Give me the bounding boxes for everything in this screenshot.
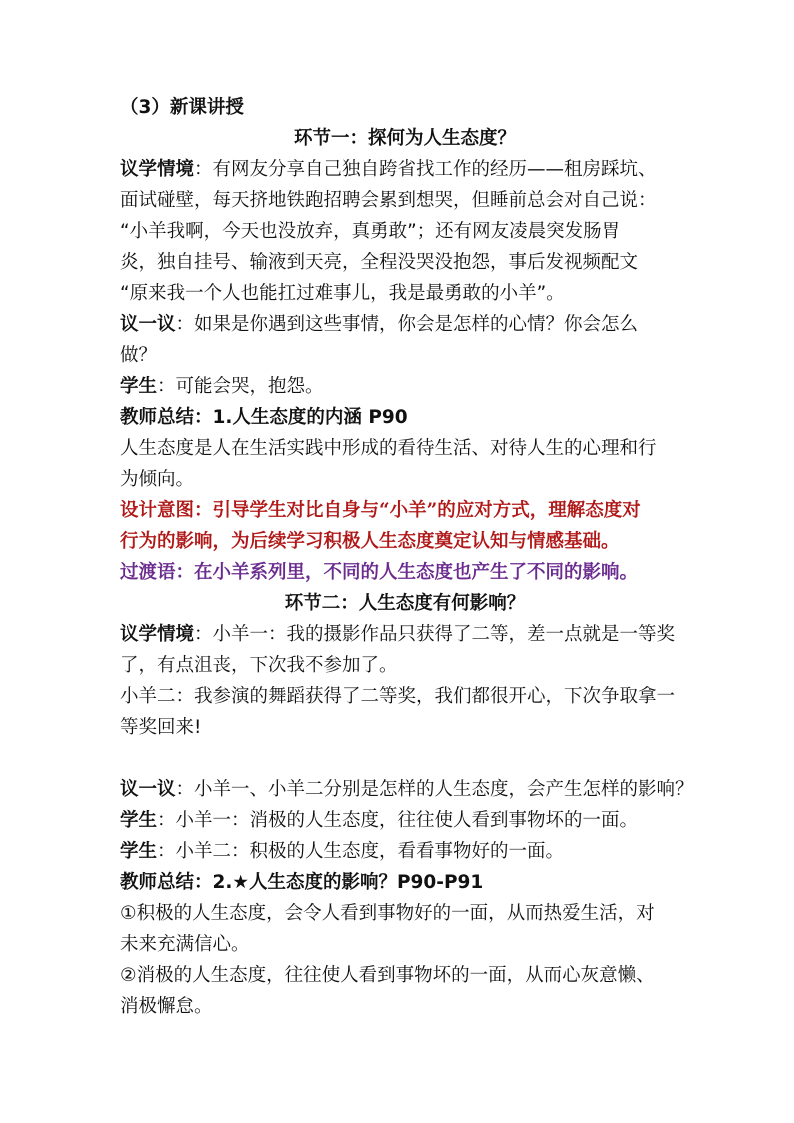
part2-student2-label: 学生 bbox=[120, 841, 158, 862]
part1-scenario-line-1 bbox=[120, 154, 690, 185]
part2-student1-text: ：小羊一：消极的人生态度，往往使人看到事物坏的一面。 bbox=[157, 810, 639, 831]
part1-scenario-line-5: “原来我一个人也能扛过难事儿，我是最勇敢的小羊”。 bbox=[120, 283, 565, 304]
part2-title: 环节二：人生态度有何影响？ bbox=[284, 593, 526, 614]
part2-summary-line bbox=[120, 867, 690, 898]
part2-student2-line bbox=[120, 836, 690, 867]
part1-definition-line-1: 人生态度是人在生活实践中形成的看待生活、对待人生的心理和行 bbox=[120, 438, 657, 459]
part1-student-text: ：可能会哭，抱怨。 bbox=[157, 376, 324, 397]
part1-scenario-line-3: “小羊我啊，今天也没放弃，真勇敢”；还有网友凌晨突发肠胃 bbox=[120, 221, 621, 242]
part2-discuss-label: 议一议 bbox=[120, 779, 176, 800]
part1-discuss-line-1 bbox=[120, 309, 690, 340]
part2-summary-text: ：2.★人生态度的影响？P90-P91 bbox=[194, 872, 484, 893]
part2-summary-label: 教师总结 bbox=[120, 872, 195, 893]
part1-student-line bbox=[120, 371, 690, 402]
part1-discuss-line-2: 做？ bbox=[120, 345, 158, 366]
part1-definition-line-2: 为倾向。 bbox=[120, 469, 195, 490]
part1-student-label: 学生 bbox=[120, 376, 158, 397]
part1-discuss-text-1: ：如果是你遇到这些事情，你会是怎样的心情？你会怎么 bbox=[175, 314, 639, 335]
part1-scenario-line-4: 炎，独自挂号、输液到天亮，全程没哭没抱怨，事后发视频配文 bbox=[120, 252, 639, 273]
part2-point2-line-1: ②消极的人生态度，往往使人看到事物坏的一面，从而心灰意懒、 bbox=[120, 965, 655, 986]
document-page bbox=[120, 92, 694, 1022]
part1-scenario-text-1: ：有网友分享自己独自跨省找工作的经历——租房踩坑、 bbox=[194, 159, 657, 180]
part1-summary-line bbox=[120, 402, 690, 433]
part2-scenario-text-1: ：小羊一：我的摄影作品只获得了二等，差一点就是一等奖 bbox=[194, 624, 676, 645]
part2-point1-line-2: 未来充满信心。 bbox=[120, 934, 250, 955]
part1-summary-label: 教师总结 bbox=[120, 407, 195, 428]
part2-discuss-text: ：小羊一、小羊二分别是怎样的人生态度，会产生怎样的影响？ bbox=[175, 779, 694, 800]
part2-student1-line bbox=[120, 805, 690, 836]
part1-design-line-2: 行为的影响，为后续学习积极人生态度奠定认知与情感基础。 bbox=[120, 531, 620, 552]
part1-title: 环节一：探何为人生态度？ bbox=[293, 128, 516, 149]
part2-scenario-label: 议学情境 bbox=[120, 624, 195, 645]
section-heading: （3）新课讲授 bbox=[120, 97, 244, 118]
part2-discuss-line bbox=[120, 774, 694, 805]
part2-sheep2-line-1: 小羊二：我参演的舞蹈获得了二等奖，我们都很开心，下次争取拿一 bbox=[120, 686, 676, 707]
part2-scenario-line-1 bbox=[120, 619, 690, 650]
part1-transition: 过渡语：在小羊系列里，不同的人生态度也产生了不同的影响。 bbox=[120, 562, 639, 583]
part2-point1-line-1: ①积极的人生态度，会令人看到事物好的一面，从而热爱生活，对 bbox=[120, 903, 655, 924]
part1-scenario-label: 议学情境 bbox=[120, 159, 195, 180]
part1-discuss-label: 议一议 bbox=[120, 314, 176, 335]
part2-point2-line-2: 消极懈怠。 bbox=[120, 996, 213, 1017]
part1-scenario-line-2: 面试碰壁，每天挤地铁跑招聘会累到想哭，但睡前总会对自己说： bbox=[120, 190, 657, 211]
part1-summary-text: ：1.人生态度的内涵 P90 bbox=[194, 407, 408, 428]
part2-student2-text: ：小羊二：积极的人生态度，看看事物好的一面。 bbox=[157, 841, 565, 862]
blank-line bbox=[120, 743, 690, 774]
part2-sheep2-line-2: 等奖回来! bbox=[120, 717, 202, 738]
part2-student1-label: 学生 bbox=[120, 810, 158, 831]
part1-design-line-1: 设计意图：引导学生对比自身与“小羊”的应对方式，理解态度对 bbox=[120, 500, 641, 521]
part2-scenario-line-2: 了，有点沮丧，下次我不参加了。 bbox=[120, 655, 398, 676]
